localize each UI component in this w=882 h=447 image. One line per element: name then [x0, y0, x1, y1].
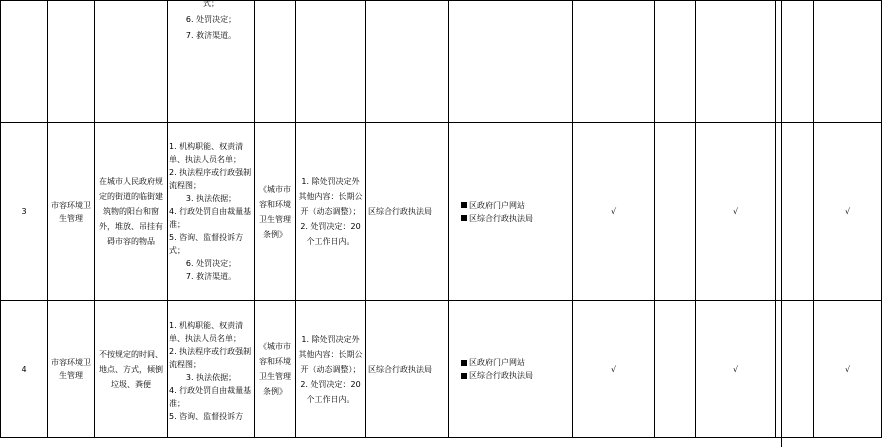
- procedure-line: 5. 咨询、监督投诉方: [169, 412, 244, 421]
- content-cell: [296, 1, 366, 123]
- procedure-line: 6. 处罚决定；: [185, 259, 237, 268]
- basis-cell: [255, 1, 296, 123]
- procedure-line: 1. 机构职能、权责清单、执法人员名单；: [169, 321, 244, 343]
- item-cell: 在城市人民政府规定的街道的临街建筑物的阳台和窗外，堆放、吊挂有碍市容的物品: [95, 123, 168, 301]
- mark-cell: √: [814, 123, 882, 301]
- procedure-line: 3. 执法依据；: [185, 373, 237, 382]
- channel-cell: [449, 1, 573, 123]
- row-number: [1, 1, 48, 123]
- table-row: [1, 123, 882, 301]
- subject-cell: 区综合行政执法局: [366, 123, 449, 301]
- channel-item: [461, 212, 570, 225]
- procedure-line: 7. 救济渠道。: [185, 272, 237, 281]
- channel-label: 区综合行政执法局: [469, 371, 533, 380]
- procedure-line: 7. 救济渠道。: [185, 31, 237, 40]
- procedure-line: 3. 执法依据；: [185, 194, 237, 203]
- table-row: [1, 1, 882, 123]
- mark-cell: √: [696, 123, 776, 301]
- square-bullet-icon: [461, 215, 467, 221]
- mark-cell: [573, 1, 655, 123]
- mark-cell: [696, 1, 776, 123]
- channel-item: [461, 199, 570, 212]
- item-cell: 不按规定的时间、地点、方式，倾倒垃圾、粪便: [95, 301, 168, 438]
- row-number: 4: [1, 301, 48, 438]
- empty-cell: [655, 301, 696, 438]
- subject-cell: [366, 1, 449, 123]
- channel-cell: [449, 301, 573, 438]
- procedure-line: 式；: [203, 0, 219, 8]
- square-bullet-icon: [461, 360, 467, 366]
- square-bullet-icon: [461, 202, 467, 208]
- subject-cell: 区综合行政执法局: [366, 301, 449, 438]
- category-cell: [48, 1, 95, 123]
- table-row: [1, 301, 882, 438]
- channel-label: 区政府门户网站: [469, 200, 525, 210]
- procedure-line: 5. 咨询、监督投诉方式；: [169, 233, 244, 255]
- procedure-line: 2. 执法程序或行政强制流程图；: [169, 347, 252, 369]
- procedure-line: 4. 行政处罚自由裁量基准；: [169, 386, 252, 408]
- empty-cell: [655, 123, 696, 301]
- row-number: 3: [1, 123, 48, 301]
- content-cell: 1. 除处罚决定外其他内容：长期公开（动态调整）；2. 处罚决定：20个工作日内。: [296, 301, 366, 438]
- table-right-border: [781, 0, 782, 447]
- empty-cell: [655, 1, 696, 123]
- mark-cell: √: [573, 301, 655, 438]
- mark-cell: √: [573, 123, 655, 301]
- basis-cell: 《城市市容和环境卫生管理条例》: [255, 123, 296, 301]
- procedure-cell: [168, 123, 255, 301]
- mark-cell: √: [814, 301, 882, 438]
- square-bullet-icon: [461, 373, 467, 379]
- channel-label: 区综合行政执法局: [469, 213, 533, 223]
- procedure-line: 4. 行政处罚自由裁量基准；: [169, 207, 252, 229]
- procedure-cell: [168, 301, 255, 438]
- procedure-line: 2. 执法程序或行政强制流程图；: [169, 168, 252, 190]
- mark-cell: [814, 1, 882, 123]
- item-cell: [95, 1, 168, 123]
- basis-cell: 《城市市容和环境卫生管理条例》: [255, 301, 296, 438]
- category-cell: 市容环境卫生管理: [48, 301, 95, 438]
- procedure-line: 6. 处罚决定；: [185, 15, 237, 24]
- channel-item: [461, 356, 570, 369]
- channel-item: [461, 369, 570, 382]
- category-cell: 市容环境卫生管理: [48, 123, 95, 301]
- procedure-line: 1. 机构职能、权责清单、执法人员名单；: [169, 142, 244, 164]
- channel-cell: [449, 123, 573, 301]
- procedure-cell: [168, 1, 255, 123]
- mark-cell: √: [696, 301, 776, 438]
- content-cell: 1. 除处罚决定外其他内容：长期公开（动态调整）；2. 处罚决定：20个工作日内。: [296, 123, 366, 301]
- channel-label: 区政府门户网站: [469, 358, 525, 367]
